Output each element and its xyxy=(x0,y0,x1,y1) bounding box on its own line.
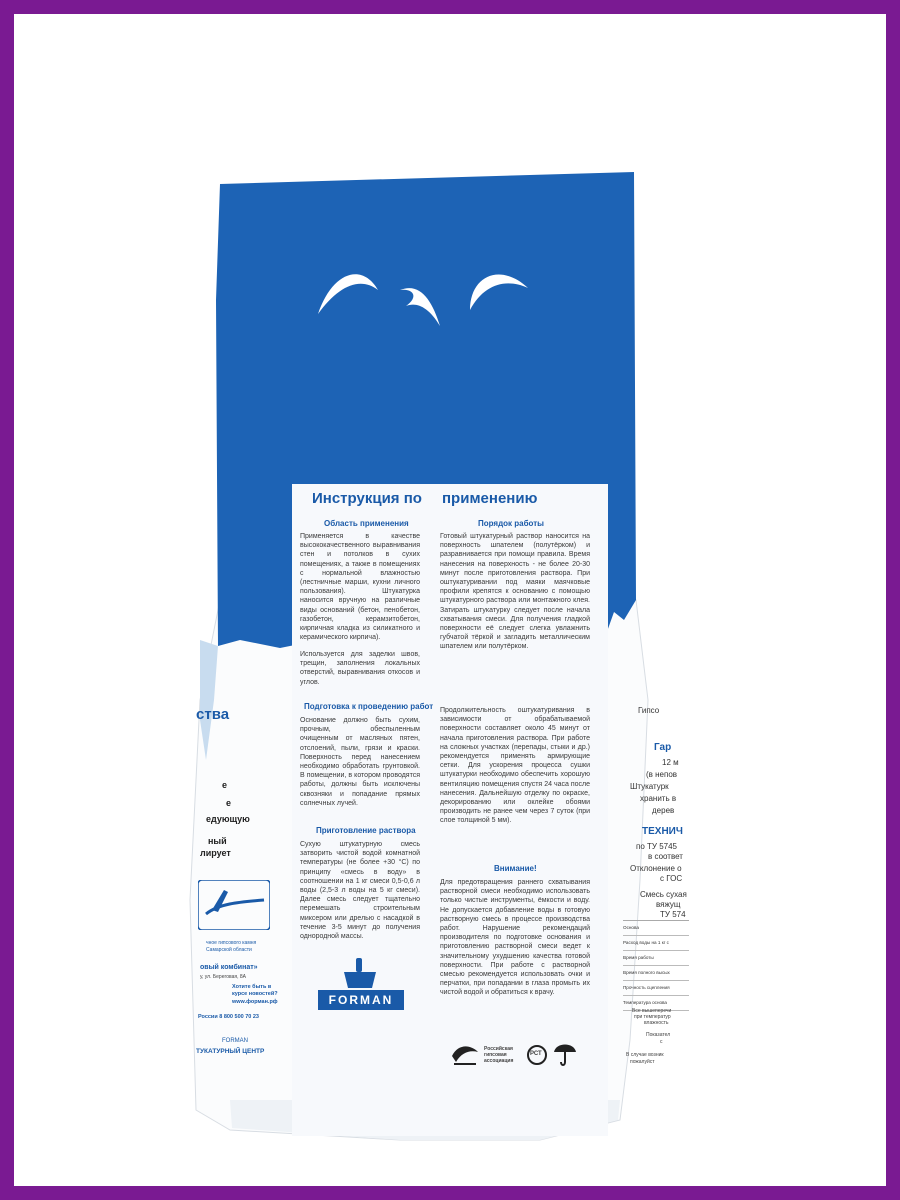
mix-text: Сухую штукатурную смесь затворить чистой водой комнатной температуры (не более +30 °С) по принципу «смесь в воду» в соотношении на 1 кг смеси 0,5-0,6 л воды (2,5-3 л воды на 5 кг смеси). Далее смесь следует тщательно перемешать строительным миксером или дрелью с насадкой в течение 3-5 минут до получения однородной массы. xyxy=(300,841,420,941)
right-line-2: Гар xyxy=(654,742,672,753)
tech-table-row: Время полного высых xyxy=(623,966,689,981)
right-line-4: (в непов xyxy=(646,770,678,779)
tech-line-3: Отклонение о xyxy=(630,864,682,873)
left-heading-fragment: ства xyxy=(196,706,230,723)
tech-table-row: Прочность сцепления xyxy=(623,981,689,996)
instructions-title-right: применению xyxy=(442,490,538,507)
prep-text: Основание должно быть сухим, прочным, обеспыленным очищенным от масляных пятен, отслоений, пыли, грязи и краски. Поверхность перед нанесением необходимо обработать грунтовкой. В помещении, в котором проводятся работы, должны быть исключены сквозняки и попадание прямых солнечных лучей. xyxy=(300,717,420,807)
right-line-1: Гипсо xyxy=(638,706,660,715)
area-text-2: Используется для заделки швов, трещин, заполнения локальных отверстий, выравнивания откосов и углов. xyxy=(300,651,420,686)
instructions-title-left: Инструкция по xyxy=(312,490,422,507)
right-line-6: хранить в xyxy=(640,794,677,803)
area-text-1: Применяется в качестве высококачественного выравнивания стен и потолков в сухих помещениях, а также в помещениях с нормальной влажностью (лестничные марши, кухни личного пользования). Штукатурка наносится вручную на различные виды оснований (бетон, пенобетон, газобетон, керамзитобетон, кирпичная кладка из силикатного и керамического кирпича). xyxy=(300,533,420,642)
promo-line-2: курсе новостей? xyxy=(232,991,278,997)
tech-table-row: Основа xyxy=(623,921,689,936)
warning-text: Для предотвращения раннего схватывания растворной смеси необходимо использовать только чистые инструменты, ёмкости и воду. Не допускается добавление воды в готовую растворную смесь в процессе производства работ. Нарушение рекомендаций производителя по подготовке основания и приготовлению растворной смеси ведет к значительному ухудшению качества готовой поверхности. При работе с растворной смесью рекомендуется использовать очки и перчатки, при попадании в глаза промыть их чистой водой и обратиться к врачу. xyxy=(440,879,590,997)
footnote-2: при температур xyxy=(634,1014,671,1020)
warning-heading: Внимание! xyxy=(494,864,537,873)
footnote-6: В случае возник xyxy=(626,1052,664,1058)
left-line-5: лирует xyxy=(200,848,231,858)
tech-table-row: Время работы xyxy=(623,951,689,966)
plaster-application-illustration-icon xyxy=(198,880,270,930)
tech-heading: ТЕХНИЧ xyxy=(642,826,683,837)
footnote-5: с xyxy=(660,1039,663,1045)
right-line-5: Штукатурк xyxy=(630,782,669,791)
plant-note: чное гипсового камня Самарской области xyxy=(206,940,257,953)
footnote-1: Все вышеперечи xyxy=(632,1008,672,1014)
tech-line-1: по ТУ 5745 xyxy=(636,842,677,851)
brand-line: FORMAN xyxy=(222,1038,248,1044)
tech-line-7: ТУ 574 xyxy=(660,910,686,919)
order-text-1: Готовый штукатурный раствор наносится на поверхность шпателем (полутёрком) и разравнивается при помощи правила. Время нанесения на поверхность - не более 20-30 минут после приготовления раствора. При оштукатуривании под маяки маячковые профили крепятся к основанию с помощью штукатурного раствора или монтажного клея. Затирать штукатурку следует после начала схватывания смеси. Для получения гладкой поверхности её следует слегка увлажнить губчатой тёркой и загладить металлическим шпателем или полутёрком. xyxy=(440,533,590,651)
gypsum-association-icon xyxy=(450,1042,482,1068)
forman-logo: FORMAN xyxy=(318,990,404,1010)
left-line-2: е xyxy=(226,798,232,808)
order-heading: Порядок работы xyxy=(478,519,544,528)
rst-mark-label: РСТ xyxy=(530,1051,542,1057)
company-name: овый комбинат» xyxy=(200,964,258,971)
left-line-4: ный xyxy=(208,836,227,846)
footnote-3: влажность xyxy=(644,1020,669,1026)
keep-dry-umbrella-icon xyxy=(552,1040,578,1068)
area-heading: Область применения xyxy=(324,519,409,528)
trowel-icon xyxy=(340,958,380,992)
left-line-1: е xyxy=(222,780,228,790)
gypsum-association-label: Российская гипсовая ассоциация xyxy=(484,1046,514,1064)
prep-heading: Подготовка к проведению работ xyxy=(304,702,434,711)
tech-line-4: с ГОС xyxy=(660,874,683,883)
mix-heading: Приготовление раствора xyxy=(316,826,416,835)
right-line-3: 12 м xyxy=(662,758,679,767)
plaster-center-label: ТУКАТУРНЫЙ ЦЕНТР xyxy=(196,1048,265,1055)
footnote-4: Показател xyxy=(646,1032,671,1038)
phone-number: России 8 800 500 70 23 xyxy=(198,1014,259,1020)
tech-table xyxy=(623,920,689,1011)
tech-line-5: Смесь сухая xyxy=(640,890,687,899)
promo-line-1: Хотите быть в xyxy=(232,984,272,990)
tech-line-6: вяжущ xyxy=(656,900,681,909)
order-text-2: Продолжительность оштукатуривания в зависимости от обрабатываемой поверхности составляет около 45 минут от начала приготовления раствора. При работе на сложных участках (перепады, стыки и др.) рекомендуется применять армирующие сетки. Для ускорения процесса сушки штукатурки необходимо обеспечить хорошую вентиляцию помещения спустя 24 часа после нанесения. Дальнейшую отделку по окраске, декорированию или оклейке обоями производить не ранее чем через 7 суток (при слое толщиной 5 мм). xyxy=(440,707,590,825)
tech-table-row: Температура основа xyxy=(623,996,689,1011)
left-line-3: едующую xyxy=(206,814,250,824)
right-line-7: дерев xyxy=(652,806,675,815)
company-address: у, ул. Береговая, 8А xyxy=(200,974,246,980)
footnote-7: пожалуйст xyxy=(630,1059,655,1065)
website: www.форман.рф xyxy=(232,999,278,1005)
tech-table-row: Расход воды на 1 кг с xyxy=(623,936,689,951)
tech-line-2: в соответ xyxy=(648,852,683,861)
